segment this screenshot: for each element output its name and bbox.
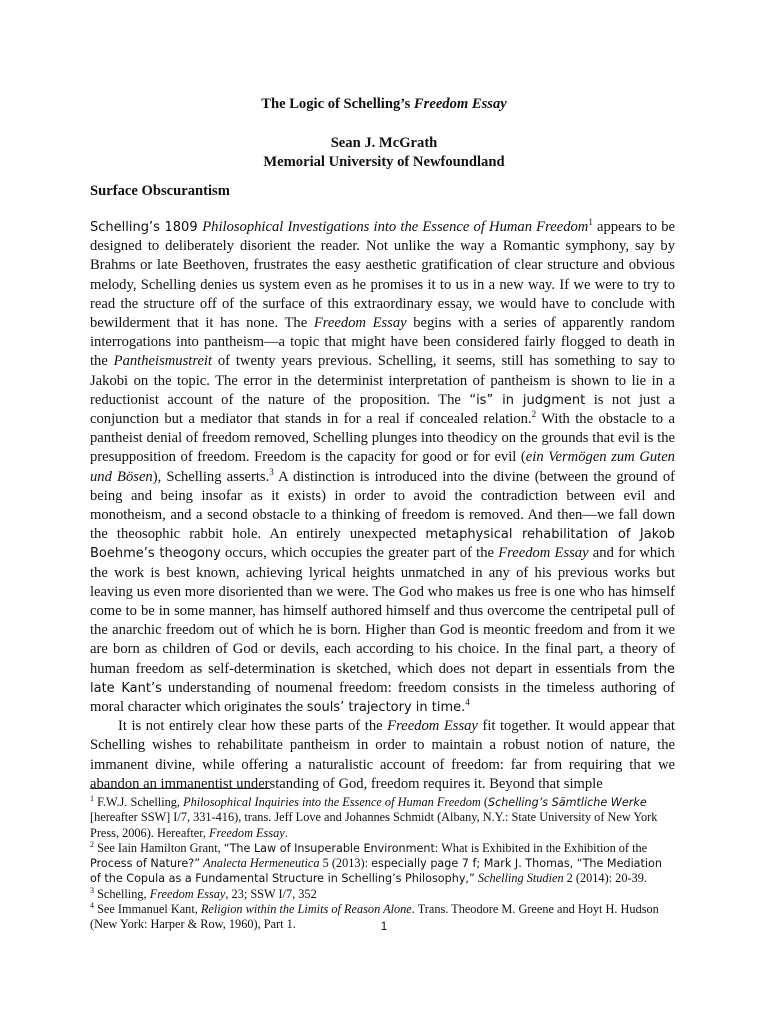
footnote-ref-3[interactable]: 3 — [269, 466, 274, 477]
author-affiliation: Memorial University of Newfoundland — [263, 154, 505, 170]
footnote-ref-1[interactable]: 1 — [588, 217, 593, 228]
author-name: Sean J. McGrath — [330, 135, 438, 151]
paragraph-1: Schelling’s 1809 Philosophical Investigations into the Essence of Human Freedom$^1$ appears to be designed to deliberately disorient the reader. Not unlike the way a Romantic symphony, say by Brahms or late Beethoven, frustrates the easy aesthetic gratification of clear structure and obvious melody, Schelling denies us system even as he promises it to us in a new way. If we were to try to read the structure off of the surface of this extraordinary essay, we would have to conclude with bewilderment that it has none. The Freedom Essay begins with a series of apparently random interrogations into pantheism—a topic that might have been considered fairly flogged to death in the Pantheismustreit of twenty years previous. Schelling, it seems, still has something to say to Jakobi on the topic. The error in the determinist interpretation of pantheism is shown to lie in a reductionist account of the nature of the proposition. The “is” in judgment is not just a conjunction but a mediator that stands in for a real if concealed relation.$^2$ With the obstacle to a pantheist denial of freedom removed, Schelling plunges into theodicy on the grounds that evil is the presupposition of freedom. Freedom is the capacity for good or for evil (ein Vermögen zum Guten und Bösen), Schelling asserts.$^3$ A distinction is introduced into the divine (between the ground of being and being insofar as it exists) in order to avoid the contradiction between evil and monotheism, and a second obstacle to a thinking of freedom is removed. And then—we fall down the theosophic rabbit hole. An entirely unexpected metaphysical rehabilitation of Jakob Boehme’s theogony occurs, which occupies the greater part of the Freedom Essay and for which the work is best known, achieving lyrical heights unmatched in any of his previous works but leaving us even more disoriented than we were. The God who makes us free is one who has himself come to be in some manner, has himself authored himself and thus overcome the centripetal pull of the anarchic freedom out of which he is born. Higher than God is meontic freedom and from it we are born as children of God or devils, each according to his choice. In the final part, a theory of human freedom as self-determination is sketched, which does not depart in essentials from the late Kant’s understanding of noumenal freedom: freedom consists in the timeless authoring of moral character which originates the souls’ trajectory in time.$^4$ — [90, 217, 676, 716]
paper-title: The Logic of Schelling’s Freedom Essay — [261, 96, 507, 112]
paragraph-2: It is not entirely clear how these parts of the Freedom Essay fit together. It would appear that Schelling wishes to rehabilitate pantheism in order to maintain a robust notion of nature, the immanent divine, while offering a naturalistic account of freedom: far from requiring that we abandon an immanentist understanding of God, freedom requires it. Beyond that simple — [90, 718, 675, 792]
author-block — [0, 134, 768, 172]
footnotes — [90, 795, 675, 933]
section-heading: Surface Obscurantism — [90, 183, 230, 199]
footnote-4: $^4$ See Immanuel Kant, Religion within the Limits of Reason Alone. Trans. Theodore M. Greene and Hoyt H. Hudson (New York: Harper & Row, 1960), Part 1. — [90, 900, 659, 932]
footnote-3: $^3$ Schelling, Freedom Essay, 23; SSW I/7, 352 — [90, 885, 317, 901]
footnote-ref-4[interactable]: 4 — [465, 697, 470, 708]
page-number: 1 — [380, 919, 388, 933]
footnote-ref-2[interactable]: 2 — [531, 409, 537, 420]
footnote-1: $^1$ F.W.J. Schelling, Philosophical Inquiries into the Essence of Human Freedom (Schelling’s Sämtliche Werke [hereafter SSW] I/7, 331-416), trans. Jeff Love and Johannes Schmidt (Albany, N.Y.: State University of New York Press, 2006). Hereafter, Freedom Essay. — [90, 793, 658, 840]
body-text — [90, 218, 675, 794]
footnote-2: $^2$ See Iain Hamilton Grant, “The Law of Insuperable Environment: What is Exhibited in the Exhibition of the Process of Nature?” Analecta Hermeneutica 5 (2013): especially page 7 f; Mark J. Thomas, “The Mediation of the Copula as a Fundamental Structure in Schelling’s Philosophy,” Schelling Studien 2 (2014): 20-39. — [90, 839, 662, 886]
footnote-divider — [90, 788, 270, 789]
